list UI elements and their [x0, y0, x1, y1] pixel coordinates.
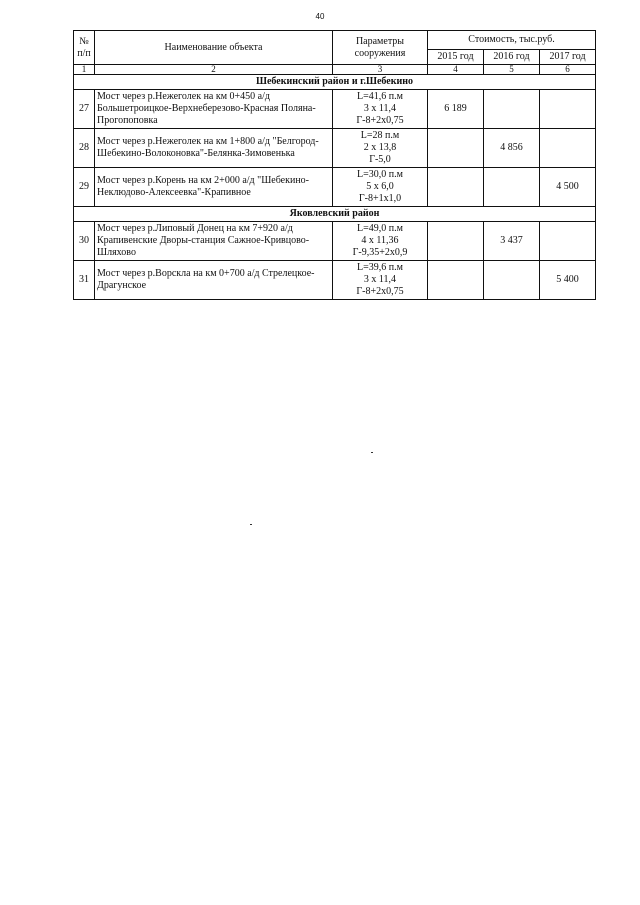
param-gauge: Г-8+2х0,75 [356, 115, 404, 126]
cost-2017: 4 500 [540, 168, 596, 207]
cost-2016 [484, 261, 540, 300]
cost-2017: 5 400 [540, 261, 596, 300]
cost-2017 [540, 222, 596, 261]
param-spans: 3 х 11,4 [363, 103, 397, 114]
param-spans: 4 х 11,36 [361, 235, 399, 246]
cost-2015 [428, 222, 484, 261]
cost-2017 [540, 129, 596, 168]
header-name: Наименование объекта [95, 31, 333, 65]
table-row [74, 168, 596, 207]
cost-2015 [428, 129, 484, 168]
header-cost: Стоимость, тыс.руб. [428, 31, 596, 50]
object-name: Мост через р.Нежеголек на км 1+800 а/д "Белгород-Шебекино-Волоконовка"-Белянка-Зимовенька [95, 129, 333, 168]
column-number: 5 [484, 65, 540, 75]
structure-params [333, 129, 428, 168]
cost-2016 [484, 168, 540, 207]
structure-params [333, 90, 428, 129]
header-year-2017: 2017 год [540, 50, 596, 65]
cost-2016 [484, 90, 540, 129]
table-row [74, 90, 596, 129]
param-gauge: Г-8+2х0,75 [356, 286, 404, 297]
table-row [74, 222, 596, 261]
scan-speck [371, 452, 373, 453]
object-name: Мост через р.Ворскла на км 0+700 а/д Стрелецкое-Драгунское [95, 261, 333, 300]
table-row [74, 129, 596, 168]
column-number: 6 [540, 65, 596, 75]
section-header-shebekino [74, 75, 596, 90]
row-number: 28 [74, 129, 95, 168]
param-length: L=39,6 п.м [357, 262, 403, 273]
cost-2015: 6 189 [428, 90, 484, 129]
cost-2015 [428, 168, 484, 207]
scan-speck [250, 524, 252, 525]
structure-params [333, 168, 428, 207]
row-number: 31 [74, 261, 95, 300]
cost-2016: 3 437 [484, 222, 540, 261]
cost-2017 [540, 90, 596, 129]
header-year-2016: 2016 год [484, 50, 540, 65]
object-name: Мост через р.Липовый Донец на км 7+920 а/д Крапивенские Дворы-станция Сажное-Кривцово- Шляхово [95, 222, 333, 261]
param-spans: 5 х 6,0 [366, 181, 394, 192]
column-numbers-row [74, 65, 596, 75]
param-gauge: Г-8+1х1,0 [358, 193, 402, 204]
structure-params [333, 261, 428, 300]
column-number: 2 [95, 65, 333, 75]
row-number: 27 [74, 90, 95, 129]
param-length: L=30,0 п.м [357, 169, 403, 180]
object-name: Мост через р.Нежеголек на км 0+450 а/д Большетроицкое-Верхнеберезово-Красная Поляна-Прогопоповка [95, 90, 333, 129]
section-header-yakovlevsky [74, 207, 596, 222]
param-gauge: Г-5,0 [369, 154, 391, 165]
header-num: № п/п [74, 31, 95, 65]
param-length: L=41,6 п.м [357, 91, 403, 102]
column-number: 1 [74, 65, 95, 75]
object-name: Мост через р.Корень на км 2+000 а/д "Шебекино-Неклюдово-Алексеевка"-Крапивное [95, 168, 333, 207]
structure-params [333, 222, 428, 261]
bridge-cost-table [73, 30, 596, 300]
header-year-2015: 2015 год [428, 50, 484, 65]
param-length: L=28 п.м [360, 130, 400, 141]
row-number: 29 [74, 168, 95, 207]
row-number: 30 [74, 222, 95, 261]
cost-2015 [428, 261, 484, 300]
cost-2016: 4 856 [484, 129, 540, 168]
header-params: Параметры сооружения [333, 31, 428, 65]
param-length: L=49,0 п.м [357, 223, 403, 234]
param-gauge: Г-9,35+2х0,9 [352, 247, 408, 258]
table-row [74, 261, 596, 300]
column-number: 4 [428, 65, 484, 75]
param-spans: 3 х 11,4 [363, 274, 397, 285]
section-title: Яковлевский район [74, 207, 596, 222]
param-spans: 2 х 13,8 [363, 142, 397, 153]
column-number: 3 [333, 65, 428, 75]
page-number: 40 [315, 12, 325, 21]
section-title: Шебекинский район и г.Шебекино [74, 75, 596, 90]
